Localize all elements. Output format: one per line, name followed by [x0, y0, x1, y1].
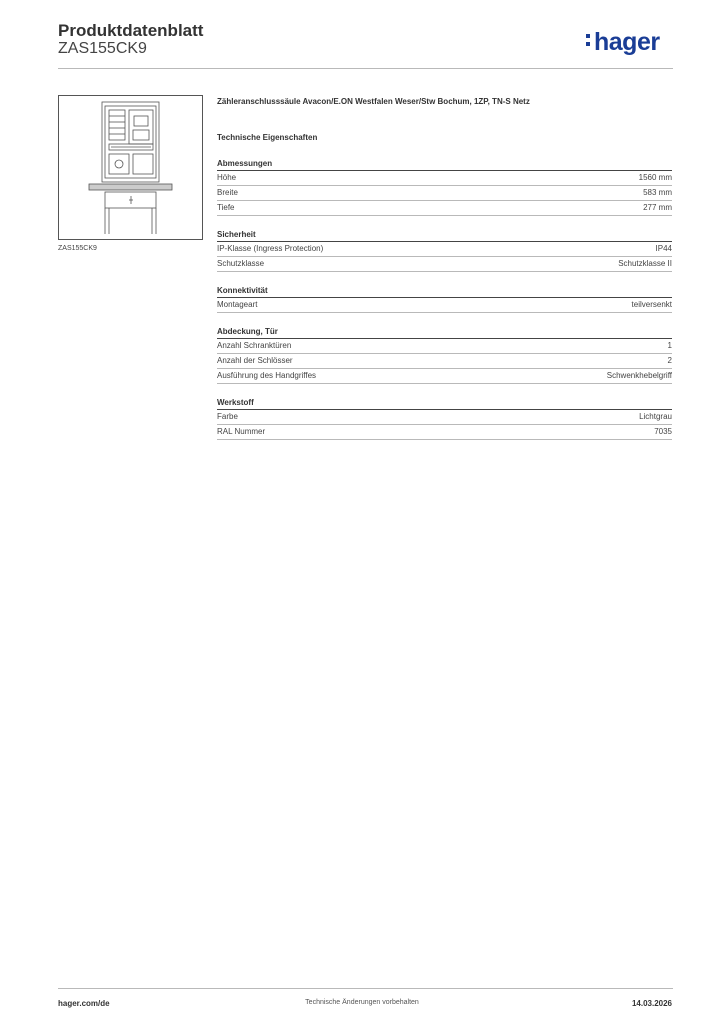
spec-row [217, 339, 672, 354]
footer-date: 14.03.2026 [631, 999, 672, 1008]
spec-row [217, 369, 672, 384]
group-title: Abmessungen [217, 159, 672, 171]
spec-row [217, 201, 672, 216]
spec-label: Montageart [217, 300, 258, 309]
product-image [58, 95, 203, 240]
spec-value: teilversenkt [631, 300, 672, 309]
spec-group-material [217, 398, 672, 440]
spec-value: Schwenkhebelgriff [606, 371, 672, 380]
spec-group-cover-door [217, 327, 672, 384]
spec-group-safety [217, 230, 672, 272]
spec-row [217, 171, 672, 186]
spec-content [217, 97, 672, 440]
group-title: Werkstoff [217, 398, 672, 410]
spec-label: RAL Nummer [217, 427, 266, 436]
spec-value: 277 mm [643, 203, 672, 212]
spec-row [217, 410, 672, 425]
spec-value: 1 [667, 341, 672, 350]
page-title: Produktdatenblatt [58, 21, 204, 40]
spec-label: Ausführung des Handgriffes [217, 371, 317, 380]
image-caption: ZAS155CK9 [58, 245, 97, 252]
footer-disclaimer: Technische Änderungen vorbehalten [305, 999, 419, 1006]
section-heading: Technische Eigenschaften [217, 133, 318, 142]
group-title: Abdeckung, Tür [217, 327, 672, 339]
spec-label: Breite [217, 188, 238, 197]
spec-label: Anzahl der Schlösser [217, 356, 293, 365]
footer-website-link[interactable]: hager.com/de [58, 999, 110, 1008]
spec-row [217, 257, 672, 272]
product-title: Zähleranschlusssäule Avacon/E.ON Westfalen Weser/Stw Bochum, 1ZP, TN-S Netz [217, 97, 530, 106]
logo-colon-icon [586, 34, 591, 50]
spec-value: 2 [667, 356, 672, 365]
spec-row [217, 298, 672, 313]
spec-group-dimensions [217, 159, 672, 216]
spec-value: 7035 [654, 427, 672, 436]
spec-value: IP44 [655, 244, 672, 253]
spec-label: Tiefe [217, 203, 235, 212]
footer-divider [58, 988, 673, 989]
group-title: Konnektivität [217, 286, 672, 298]
spec-group-connectivity [217, 286, 672, 313]
spec-label: Anzahl Schranktüren [217, 341, 292, 350]
group-title: Sicherheit [217, 230, 672, 242]
spec-label: IP-Klasse (Ingress Protection) [217, 244, 324, 253]
spec-label: Schutzklasse [217, 259, 265, 268]
header-divider [58, 68, 673, 69]
spec-label: Farbe [217, 412, 238, 421]
spec-value: Schutzklasse II [618, 259, 672, 268]
spec-value: Lichtgrau [639, 412, 672, 421]
spec-row [217, 425, 672, 440]
spec-value: 583 mm [643, 188, 672, 197]
spec-label: Höhe [217, 173, 237, 182]
spec-row [217, 354, 672, 369]
spec-row [217, 186, 672, 201]
spec-row [217, 242, 672, 257]
logo-text: hager [594, 28, 660, 56]
spec-value: 1560 mm [638, 173, 672, 182]
product-code: ZAS155CK9 [58, 40, 147, 57]
meter-cabinet-drawing-icon [59, 96, 202, 239]
hager-logo [594, 28, 660, 57]
